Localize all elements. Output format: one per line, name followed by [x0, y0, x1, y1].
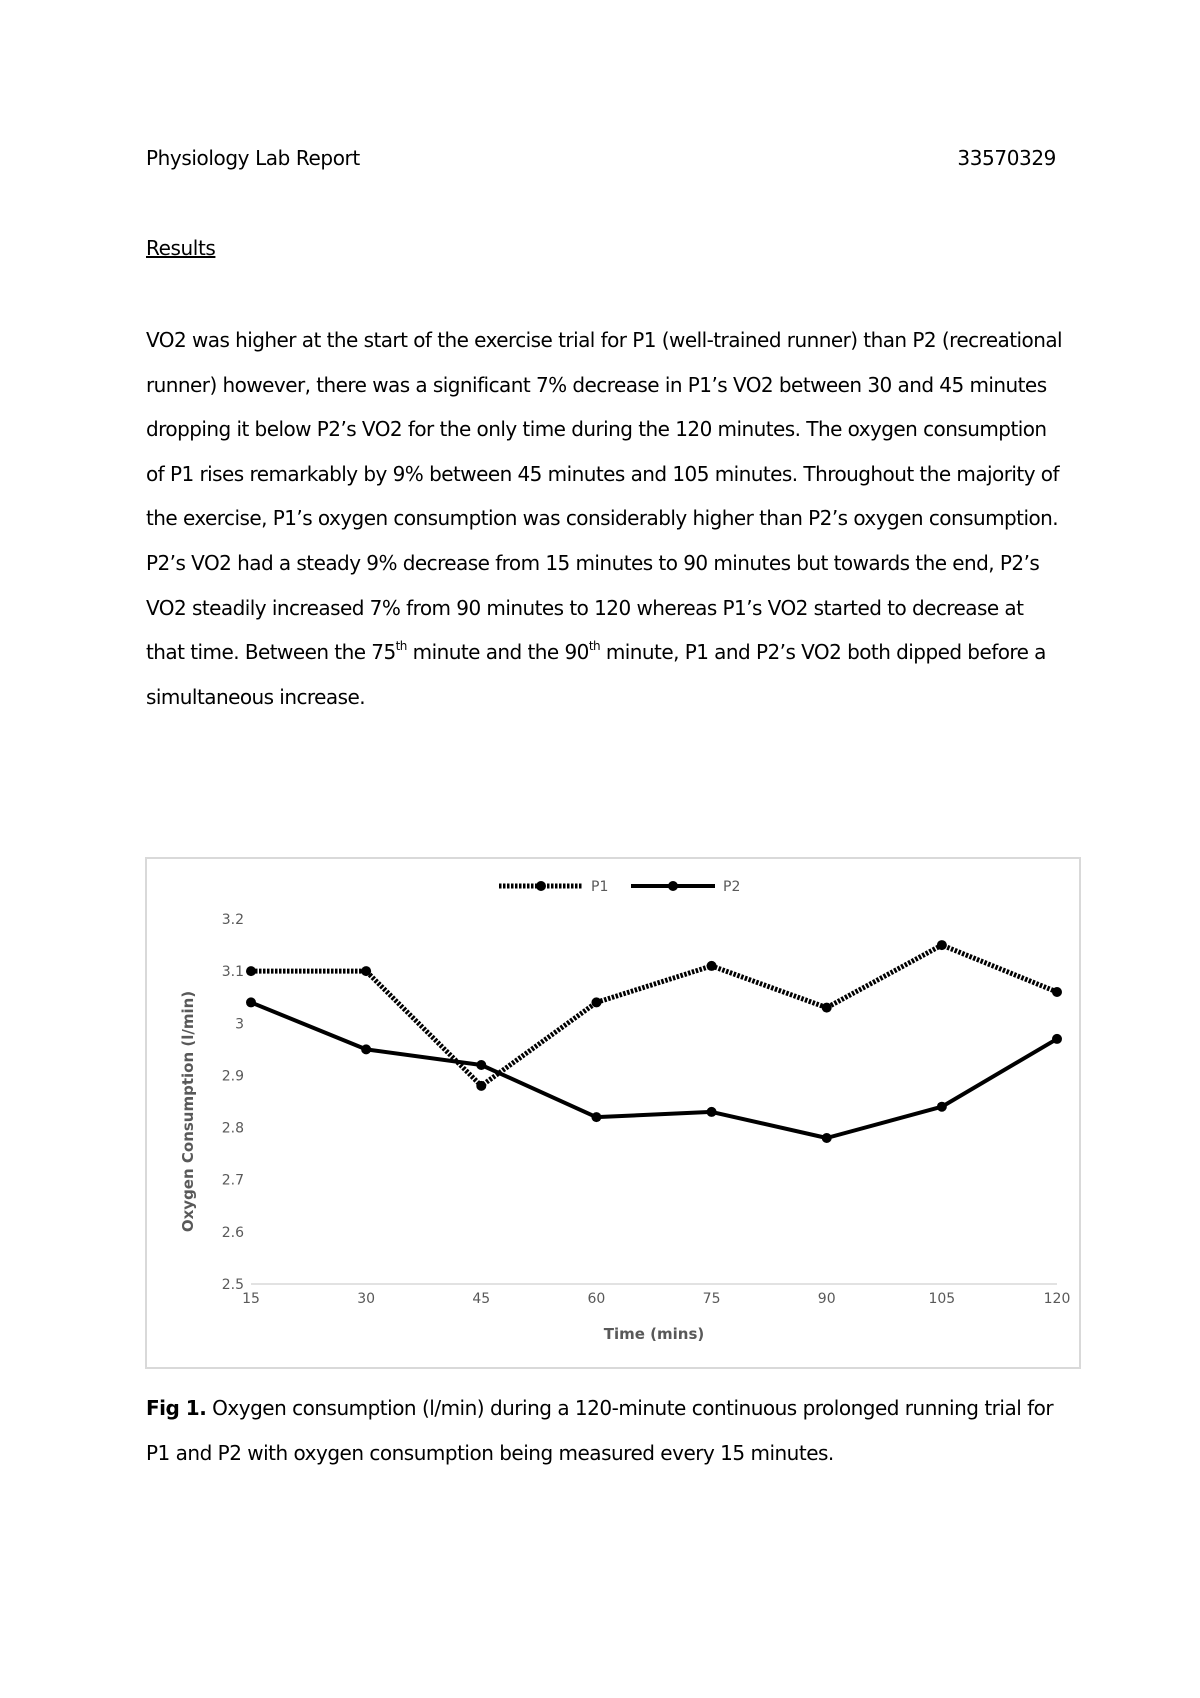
x-tick-label: 105 [928, 1291, 956, 1307]
data-point-p2 [476, 1060, 486, 1070]
series-line-p1 [251, 945, 1057, 1086]
superscript-th-1: th [395, 639, 407, 654]
data-point-p1 [822, 1003, 832, 1013]
data-point-p1 [707, 961, 717, 971]
paragraph-part-3: minute, P1 and P2’s VO2 both dipped before a simultaneous increase. [146, 640, 1046, 709]
paragraph-part-1: VO2 was higher at the start of the exercise trial for P1 (well-trained runner) than P2 (recreational runner) however, there was a significant 7% decrease in P1’s VO2 between 30 and 45 minutes dropping it below P2’s VO2 for the only time during the 120 minutes. The oxygen consumption of P1 rises remarkably by 9% between 45 minutes and 105 minutes. Throughout the majority of the exercise, P1’s oxygen consumption was considerably higher than P2’s oxygen consumption. P2’s VO2 had a steady 9% decrease from 15 minutes to 90 minutes but towards the end, P2’s VO2 steadily increased 7% from 90 minutes to 120 whereas P1’s VO2 started to decrease at that time. Between the 75 [146, 328, 1063, 665]
data-point-p1 [361, 966, 371, 976]
y-tick-label: 2.7 [221, 1172, 244, 1189]
caption-text: Oxygen consumption (l/min) during a 120-minute continuous prolonged running trial for P1 and P2 with oxygen consumption being measured every 15 minutes. [146, 1396, 1054, 1465]
y-tick-label: 2.6 [221, 1224, 244, 1241]
line-chart [147, 859, 1079, 1367]
report-title: Physiology Lab Report [146, 146, 360, 170]
data-point-p2 [937, 1102, 947, 1112]
section-heading: Results [146, 236, 216, 260]
y-axis-title: Oxygen Consumption (l/min) [179, 990, 197, 1233]
chart-frame [145, 857, 1081, 1369]
x-tick-label: 120 [1043, 1291, 1071, 1307]
x-tick-label: 90 [817, 1291, 836, 1307]
x-tick-label: 15 [242, 1291, 260, 1307]
x-tick-label: 75 [702, 1291, 721, 1307]
legend-label-p2: P2 [723, 879, 741, 895]
legend-marker-p1 [536, 881, 546, 891]
x-tick-label: 30 [357, 1291, 376, 1307]
legend-marker-p2 [668, 881, 678, 891]
data-point-p1 [937, 940, 947, 950]
page-header [146, 146, 1056, 176]
paragraph-part-2: minute and the 90 [406, 640, 589, 665]
y-tick-label: 3.2 [221, 912, 244, 928]
y-tick-label: 2.5 [221, 1277, 244, 1293]
x-tick-label: 60 [587, 1291, 606, 1307]
y-tick-label: 3.1 [221, 964, 244, 981]
y-tick-label: 2.8 [221, 1120, 244, 1137]
data-point-p2 [1052, 1034, 1062, 1044]
student-id: 33570329 [957, 146, 1056, 170]
caption-label: Fig 1. [146, 1396, 207, 1420]
results-paragraph [146, 318, 1066, 719]
data-point-p1 [476, 1081, 486, 1091]
data-point-p1 [246, 966, 256, 976]
figure-caption [146, 1386, 1066, 1475]
superscript-th-2: th [588, 639, 601, 654]
data-point-p2 [361, 1044, 371, 1054]
y-tick-label: 3 [235, 1016, 244, 1033]
y-tick-label: 2.9 [221, 1068, 244, 1085]
series-line-p2 [251, 1002, 1057, 1138]
legend-label-p1: P1 [591, 879, 609, 895]
data-point-p1 [1052, 987, 1062, 997]
x-axis-title: Time (mins) [603, 1325, 705, 1343]
data-point-p2 [591, 1112, 601, 1122]
data-point-p1 [591, 997, 601, 1007]
x-tick-label: 45 [472, 1291, 491, 1307]
data-point-p2 [822, 1133, 832, 1143]
data-point-p2 [246, 997, 256, 1007]
data-point-p2 [707, 1107, 717, 1117]
